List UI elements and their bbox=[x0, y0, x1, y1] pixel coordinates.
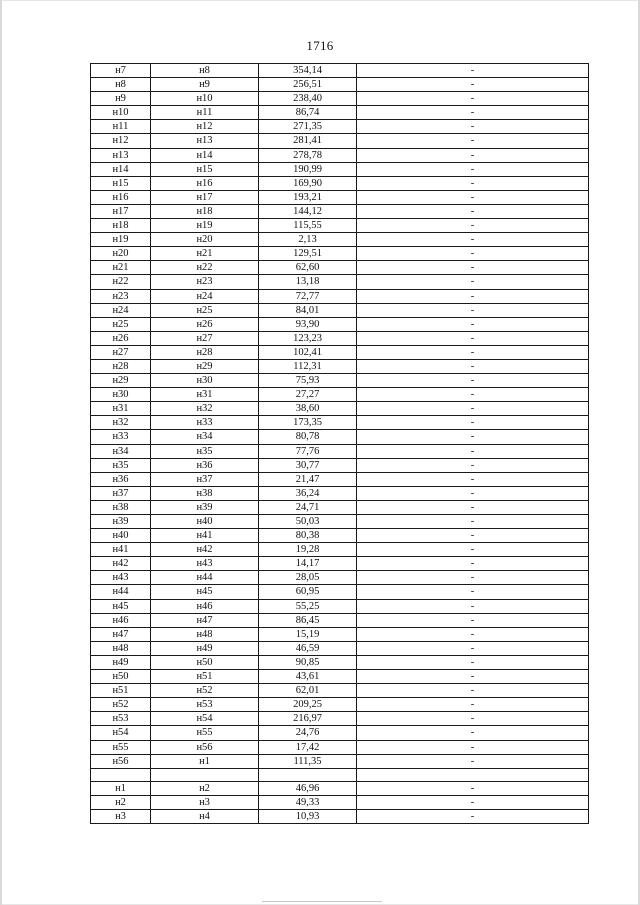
end-point-cell: н25 bbox=[151, 303, 259, 317]
empty-cell bbox=[259, 768, 357, 781]
start-point-cell: н15 bbox=[91, 176, 151, 190]
table-row bbox=[91, 303, 589, 317]
length-cell: 21,47 bbox=[259, 472, 357, 486]
empty-cell bbox=[151, 768, 259, 781]
end-point-cell: н52 bbox=[151, 684, 259, 698]
end-point-cell: н48 bbox=[151, 627, 259, 641]
length-cell: 256,51 bbox=[259, 78, 357, 92]
end-point-cell: н23 bbox=[151, 275, 259, 289]
end-point-cell: н17 bbox=[151, 190, 259, 204]
note-cell: - bbox=[357, 388, 589, 402]
length-cell: 46,59 bbox=[259, 641, 357, 655]
table-row bbox=[91, 684, 589, 698]
table-row bbox=[91, 64, 589, 78]
end-point-cell: н40 bbox=[151, 515, 259, 529]
note-cell: - bbox=[357, 655, 589, 669]
table-row bbox=[91, 148, 589, 162]
table-row bbox=[91, 261, 589, 275]
end-point-cell: н43 bbox=[151, 557, 259, 571]
end-point-cell: н47 bbox=[151, 613, 259, 627]
scan-artifact bbox=[262, 901, 382, 902]
start-point-cell: н25 bbox=[91, 317, 151, 331]
table-row bbox=[91, 670, 589, 684]
length-cell: 80,38 bbox=[259, 529, 357, 543]
length-cell: 209,25 bbox=[259, 698, 357, 712]
end-point-cell: н41 bbox=[151, 529, 259, 543]
start-point-cell: н49 bbox=[91, 655, 151, 669]
start-point-cell: н1 bbox=[91, 781, 151, 795]
end-point-cell: н9 bbox=[151, 78, 259, 92]
start-point-cell: н48 bbox=[91, 641, 151, 655]
end-point-cell: н32 bbox=[151, 402, 259, 416]
start-point-cell: н42 bbox=[91, 557, 151, 571]
length-cell: 43,61 bbox=[259, 670, 357, 684]
table-row bbox=[91, 374, 589, 388]
note-cell: - bbox=[357, 317, 589, 331]
note-cell: - bbox=[357, 233, 589, 247]
start-point-cell: н19 bbox=[91, 233, 151, 247]
length-cell: 129,51 bbox=[259, 247, 357, 261]
note-cell: - bbox=[357, 289, 589, 303]
start-point-cell: н8 bbox=[91, 78, 151, 92]
start-point-cell: н43 bbox=[91, 571, 151, 585]
length-cell: 271,35 bbox=[259, 120, 357, 134]
start-point-cell: н11 bbox=[91, 120, 151, 134]
table-row bbox=[91, 627, 589, 641]
note-cell: - bbox=[357, 261, 589, 275]
end-point-cell: н21 bbox=[151, 247, 259, 261]
page-number: 1716 bbox=[306, 38, 334, 53]
length-cell: 86,45 bbox=[259, 613, 357, 627]
start-point-cell: н16 bbox=[91, 190, 151, 204]
end-point-cell: н56 bbox=[151, 740, 259, 754]
start-point-cell: н45 bbox=[91, 599, 151, 613]
start-point-cell: н9 bbox=[91, 92, 151, 106]
end-point-cell: н54 bbox=[151, 712, 259, 726]
end-point-cell: н42 bbox=[151, 543, 259, 557]
table-row bbox=[91, 359, 589, 373]
start-point-cell: н14 bbox=[91, 162, 151, 176]
end-point-cell: н36 bbox=[151, 458, 259, 472]
table-row bbox=[91, 416, 589, 430]
note-cell: - bbox=[357, 331, 589, 345]
end-point-cell: н49 bbox=[151, 641, 259, 655]
end-point-cell: н20 bbox=[151, 233, 259, 247]
note-cell: - bbox=[357, 120, 589, 134]
start-point-cell: н10 bbox=[91, 106, 151, 120]
table-row bbox=[91, 78, 589, 92]
end-point-cell: н12 bbox=[151, 120, 259, 134]
length-cell: 72,77 bbox=[259, 289, 357, 303]
end-point-cell: н1 bbox=[151, 754, 259, 768]
note-cell: - bbox=[357, 712, 589, 726]
table-row bbox=[91, 613, 589, 627]
end-point-cell: н24 bbox=[151, 289, 259, 303]
length-cell: 77,76 bbox=[259, 444, 357, 458]
table-row bbox=[91, 233, 589, 247]
start-point-cell: н24 bbox=[91, 303, 151, 317]
note-cell: - bbox=[357, 148, 589, 162]
start-point-cell: н54 bbox=[91, 726, 151, 740]
table-row bbox=[91, 317, 589, 331]
start-point-cell: н32 bbox=[91, 416, 151, 430]
start-point-cell: н37 bbox=[91, 486, 151, 500]
table-row bbox=[91, 345, 589, 359]
table-row bbox=[91, 599, 589, 613]
start-point-cell: н50 bbox=[91, 670, 151, 684]
length-cell: 46,96 bbox=[259, 781, 357, 795]
end-point-cell: н51 bbox=[151, 670, 259, 684]
table-row bbox=[91, 486, 589, 500]
end-point-cell: н8 bbox=[151, 64, 259, 78]
length-cell: 169,90 bbox=[259, 176, 357, 190]
start-point-cell: н2 bbox=[91, 795, 151, 809]
length-cell: 28,05 bbox=[259, 571, 357, 585]
table-row bbox=[91, 458, 589, 472]
length-cell: 55,25 bbox=[259, 599, 357, 613]
note-cell: - bbox=[357, 613, 589, 627]
end-point-cell: н34 bbox=[151, 430, 259, 444]
table-row bbox=[91, 795, 589, 809]
boundary-segments-table bbox=[90, 63, 589, 824]
scan-edge-left bbox=[0, 0, 2, 905]
length-cell: 102,41 bbox=[259, 345, 357, 359]
note-cell: - bbox=[357, 402, 589, 416]
length-cell: 93,90 bbox=[259, 317, 357, 331]
length-cell: 80,78 bbox=[259, 430, 357, 444]
start-point-cell: н56 bbox=[91, 754, 151, 768]
end-point-cell: н26 bbox=[151, 317, 259, 331]
note-cell: - bbox=[357, 557, 589, 571]
table-row bbox=[91, 585, 589, 599]
start-point-cell: н28 bbox=[91, 359, 151, 373]
note-cell: - bbox=[357, 204, 589, 218]
length-cell: 75,93 bbox=[259, 374, 357, 388]
note-cell: - bbox=[357, 486, 589, 500]
empty-cell bbox=[357, 768, 589, 781]
length-cell: 84,01 bbox=[259, 303, 357, 317]
note-cell: - bbox=[357, 500, 589, 514]
table-body bbox=[91, 64, 589, 824]
note-cell: - bbox=[357, 219, 589, 233]
length-cell: 90,85 bbox=[259, 655, 357, 669]
start-point-cell: н47 bbox=[91, 627, 151, 641]
length-cell: 60,95 bbox=[259, 585, 357, 599]
table-row bbox=[91, 571, 589, 585]
end-point-cell: н14 bbox=[151, 148, 259, 162]
start-point-cell: н33 bbox=[91, 430, 151, 444]
note-cell: - bbox=[357, 78, 589, 92]
end-point-cell: н55 bbox=[151, 726, 259, 740]
note-cell: - bbox=[357, 176, 589, 190]
table-row bbox=[91, 388, 589, 402]
length-cell: 13,18 bbox=[259, 275, 357, 289]
note-cell: - bbox=[357, 627, 589, 641]
end-point-cell: н37 bbox=[151, 472, 259, 486]
length-cell: 123,23 bbox=[259, 331, 357, 345]
note-cell: - bbox=[357, 599, 589, 613]
end-point-cell: н45 bbox=[151, 585, 259, 599]
end-point-cell: н13 bbox=[151, 134, 259, 148]
start-point-cell: н27 bbox=[91, 345, 151, 359]
note-cell: - bbox=[357, 430, 589, 444]
note-cell: - bbox=[357, 64, 589, 78]
table-row bbox=[91, 698, 589, 712]
end-point-cell: н15 bbox=[151, 162, 259, 176]
note-cell: - bbox=[357, 416, 589, 430]
start-point-cell: н53 bbox=[91, 712, 151, 726]
table-row bbox=[91, 120, 589, 134]
length-cell: 49,33 bbox=[259, 795, 357, 809]
start-point-cell: н13 bbox=[91, 148, 151, 162]
note-cell: - bbox=[357, 359, 589, 373]
length-cell: 24,76 bbox=[259, 726, 357, 740]
table-row bbox=[91, 106, 589, 120]
start-point-cell: н21 bbox=[91, 261, 151, 275]
end-point-cell: н46 bbox=[151, 599, 259, 613]
note-cell: - bbox=[357, 571, 589, 585]
note-cell: - bbox=[357, 444, 589, 458]
table-spacer-row bbox=[91, 768, 589, 781]
length-cell: 36,24 bbox=[259, 486, 357, 500]
end-point-cell: н31 bbox=[151, 388, 259, 402]
note-cell: - bbox=[357, 781, 589, 795]
length-cell: 19,28 bbox=[259, 543, 357, 557]
start-point-cell: н39 bbox=[91, 515, 151, 529]
length-cell: 278,78 bbox=[259, 148, 357, 162]
table-row bbox=[91, 162, 589, 176]
table-row bbox=[91, 726, 589, 740]
note-cell: - bbox=[357, 543, 589, 557]
start-point-cell: н38 bbox=[91, 500, 151, 514]
length-cell: 24,71 bbox=[259, 500, 357, 514]
end-point-cell: н30 bbox=[151, 374, 259, 388]
note-cell: - bbox=[357, 92, 589, 106]
start-point-cell: н35 bbox=[91, 458, 151, 472]
note-cell: - bbox=[357, 585, 589, 599]
table-row bbox=[91, 529, 589, 543]
end-point-cell: н16 bbox=[151, 176, 259, 190]
start-point-cell: н26 bbox=[91, 331, 151, 345]
note-cell: - bbox=[357, 345, 589, 359]
length-cell: 190,99 bbox=[259, 162, 357, 176]
start-point-cell: н23 bbox=[91, 289, 151, 303]
end-point-cell: н39 bbox=[151, 500, 259, 514]
end-point-cell: н2 bbox=[151, 781, 259, 795]
note-cell: - bbox=[357, 458, 589, 472]
start-point-cell: н29 bbox=[91, 374, 151, 388]
length-cell: 14,17 bbox=[259, 557, 357, 571]
end-point-cell: н53 bbox=[151, 698, 259, 712]
table-row bbox=[91, 247, 589, 261]
end-point-cell: н44 bbox=[151, 571, 259, 585]
note-cell: - bbox=[357, 190, 589, 204]
note-cell: - bbox=[357, 698, 589, 712]
note-cell: - bbox=[357, 726, 589, 740]
end-point-cell: н29 bbox=[151, 359, 259, 373]
end-point-cell: н19 bbox=[151, 219, 259, 233]
table-row bbox=[91, 430, 589, 444]
table-row bbox=[91, 472, 589, 486]
length-cell: 144,12 bbox=[259, 204, 357, 218]
table-row bbox=[91, 190, 589, 204]
length-cell: 17,42 bbox=[259, 740, 357, 754]
note-cell: - bbox=[357, 641, 589, 655]
table-row bbox=[91, 444, 589, 458]
start-point-cell: н22 bbox=[91, 275, 151, 289]
length-cell: 15,19 bbox=[259, 627, 357, 641]
table-row bbox=[91, 740, 589, 754]
table-row bbox=[91, 219, 589, 233]
start-point-cell: н34 bbox=[91, 444, 151, 458]
note-cell: - bbox=[357, 134, 589, 148]
length-cell: 238,40 bbox=[259, 92, 357, 106]
table-row bbox=[91, 543, 589, 557]
note-cell: - bbox=[357, 684, 589, 698]
end-point-cell: н28 bbox=[151, 345, 259, 359]
start-point-cell: н52 bbox=[91, 698, 151, 712]
note-cell: - bbox=[357, 740, 589, 754]
start-point-cell: н20 bbox=[91, 247, 151, 261]
empty-cell bbox=[91, 768, 151, 781]
length-cell: 62,60 bbox=[259, 261, 357, 275]
start-point-cell: н55 bbox=[91, 740, 151, 754]
table-row bbox=[91, 655, 589, 669]
note-cell: - bbox=[357, 515, 589, 529]
length-cell: 111,35 bbox=[259, 754, 357, 768]
end-point-cell: н3 bbox=[151, 795, 259, 809]
table-row bbox=[91, 557, 589, 571]
note-cell: - bbox=[357, 247, 589, 261]
end-point-cell: н27 bbox=[151, 331, 259, 345]
start-point-cell: н40 bbox=[91, 529, 151, 543]
table-row bbox=[91, 781, 589, 795]
start-point-cell: н44 bbox=[91, 585, 151, 599]
table-row bbox=[91, 809, 589, 823]
table-row bbox=[91, 402, 589, 416]
length-cell: 50,03 bbox=[259, 515, 357, 529]
table-row bbox=[91, 754, 589, 768]
note-cell: - bbox=[357, 809, 589, 823]
note-cell: - bbox=[357, 670, 589, 684]
start-point-cell: н18 bbox=[91, 219, 151, 233]
end-point-cell: н11 bbox=[151, 106, 259, 120]
table-row bbox=[91, 92, 589, 106]
length-cell: 281,41 bbox=[259, 134, 357, 148]
note-cell: - bbox=[357, 754, 589, 768]
table-row bbox=[91, 641, 589, 655]
table-row bbox=[91, 500, 589, 514]
table-row bbox=[91, 176, 589, 190]
start-point-cell: н17 bbox=[91, 204, 151, 218]
table-row bbox=[91, 134, 589, 148]
start-point-cell: н36 bbox=[91, 472, 151, 486]
start-point-cell: н51 bbox=[91, 684, 151, 698]
note-cell: - bbox=[357, 162, 589, 176]
note-cell: - bbox=[357, 275, 589, 289]
end-point-cell: н50 bbox=[151, 655, 259, 669]
note-cell: - bbox=[357, 795, 589, 809]
note-cell: - bbox=[357, 303, 589, 317]
length-cell: 354,14 bbox=[259, 64, 357, 78]
length-cell: 193,21 bbox=[259, 190, 357, 204]
length-cell: 2,13 bbox=[259, 233, 357, 247]
end-point-cell: н33 bbox=[151, 416, 259, 430]
length-cell: 86,74 bbox=[259, 106, 357, 120]
length-cell: 30,77 bbox=[259, 458, 357, 472]
table-row bbox=[91, 275, 589, 289]
table-row bbox=[91, 515, 589, 529]
start-point-cell: н30 bbox=[91, 388, 151, 402]
table-row bbox=[91, 331, 589, 345]
length-cell: 10,93 bbox=[259, 809, 357, 823]
end-point-cell: н4 bbox=[151, 809, 259, 823]
length-cell: 173,35 bbox=[259, 416, 357, 430]
length-cell: 27,27 bbox=[259, 388, 357, 402]
note-cell: - bbox=[357, 106, 589, 120]
start-point-cell: н7 bbox=[91, 64, 151, 78]
table-row bbox=[91, 289, 589, 303]
note-cell: - bbox=[357, 472, 589, 486]
start-point-cell: н46 bbox=[91, 613, 151, 627]
note-cell: - bbox=[357, 374, 589, 388]
length-cell: 115,55 bbox=[259, 219, 357, 233]
table-row bbox=[91, 204, 589, 218]
length-cell: 216,97 bbox=[259, 712, 357, 726]
length-cell: 112,31 bbox=[259, 359, 357, 373]
start-point-cell: н31 bbox=[91, 402, 151, 416]
start-point-cell: н3 bbox=[91, 809, 151, 823]
length-cell: 38,60 bbox=[259, 402, 357, 416]
end-point-cell: н10 bbox=[151, 92, 259, 106]
start-point-cell: н12 bbox=[91, 134, 151, 148]
end-point-cell: н35 bbox=[151, 444, 259, 458]
end-point-cell: н18 bbox=[151, 204, 259, 218]
start-point-cell: н41 bbox=[91, 543, 151, 557]
length-cell: 62,01 bbox=[259, 684, 357, 698]
end-point-cell: н22 bbox=[151, 261, 259, 275]
end-point-cell: н38 bbox=[151, 486, 259, 500]
note-cell: - bbox=[357, 529, 589, 543]
table-row bbox=[91, 712, 589, 726]
